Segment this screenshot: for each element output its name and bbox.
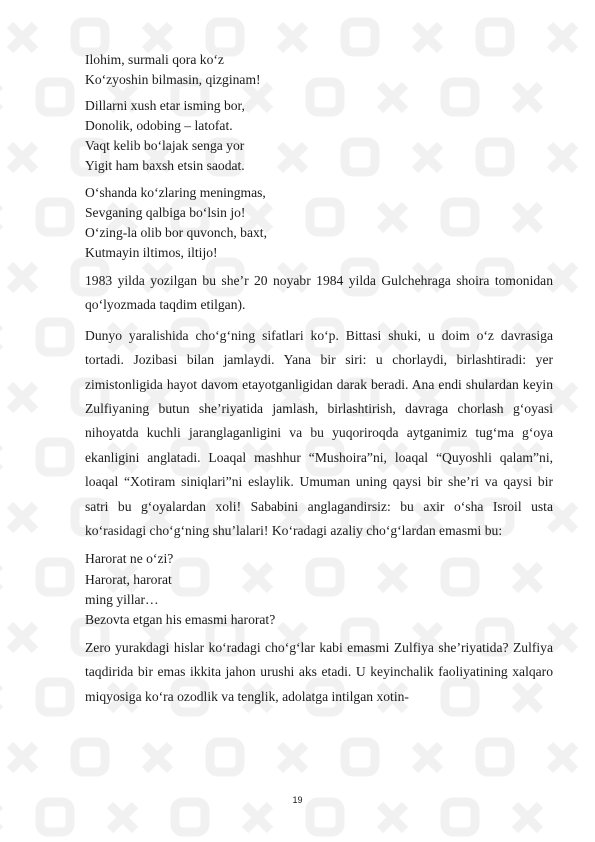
poem-line: Kutmayin iltimos, iltijo!: [85, 244, 218, 260]
poem-line: Sevganing qalbiga bo‘lsin jo!: [85, 204, 246, 220]
document-page: [85, 50, 553, 715]
poem-line: Donolik, odobing – latofat.: [85, 118, 233, 134]
poem-line: Vaqt kelib bo‘lajak senga yor: [85, 138, 245, 154]
poem-line: Dillarni xush etar isming bor,: [85, 98, 245, 114]
poem-stanza: [85, 183, 553, 263]
poem-line: Bezovta etgan his emasmi harorat?: [85, 611, 276, 627]
page-number: 19: [292, 795, 303, 805]
body-paragraph: Dunyo yaralishida cho‘g‘ning sifatlari ko‘p. Bittasi shuki, u doim o‘z davrasiga tortadi. Jozibasi bilan jamlaydi. Yana bir siri: u chorlaydi, birlashtiradi: yer zimistonligida hayot davom etayotganligidan darak beradi. Ana endi shulardan keyin Zulfiyaning butun she’riyatida jamlash, birlashtirish, davraga chorlash g‘oyasi nihoyatda kuchli jaranglaganligini va bu yuqoriroqda aytganimiz tug‘ma g‘oya ekanligini anglatadi. Loaqal mashhur “Mushoira”ni, loaqal “Quyoshli qalam”ni, loaqal “Xotiram siniqlari”ni eslaylik. Umuman uning qaysi bir she’ri va qaysi bir satri bu g‘oyalardan xoli! Sababini anglagandirsiz: bu axir o‘sha Isroil usta ko‘rasidagi cho‘g‘ning shu’lalari! Ko‘radagi azaliy cho‘g‘lardan emasmi bu:: [85, 327, 553, 538]
poem-line: Harorat, harorat: [85, 571, 172, 587]
body-paragraph: Zero yurakdagi hislar ko‘radagi cho‘g‘lar kabi emasmi Zulfiya she’riyatida? Zulfiya taqdirida bir emas ikkita jahon urushi aks etadi. U keyinchalik faoliyatining xalqaro miqyosiga ko‘ra ozodlik va tenglik, adolatga intilgan xotin-: [85, 639, 553, 704]
poem-line: O‘shanda ko‘zlaring meningmas,: [85, 184, 266, 200]
poem-stanza: [85, 549, 553, 629]
poem-line: Ko‘zyoshin bilmasin, qizginam!: [85, 72, 261, 88]
poem-line: ming yillar…: [85, 591, 159, 607]
poem-line: Yigit ham baxsh etsin saodat.: [85, 158, 245, 174]
poem-stanza: [85, 96, 553, 176]
poem-line: Ilohim, surmali qora ko‘z: [85, 52, 224, 67]
poem-line: Harorat ne o‘zi?: [85, 551, 174, 567]
poem-note: 1983 yilda yozilgan bu she’r 20 noyabr 1984 yilda Gulchehraga shoira tomonidan qo‘lyozmada taqdim etilgan).: [85, 272, 553, 313]
poem-stanza: [85, 50, 553, 90]
poem-line: O‘zing-la olib bor quvonch, baxt,: [85, 224, 267, 240]
